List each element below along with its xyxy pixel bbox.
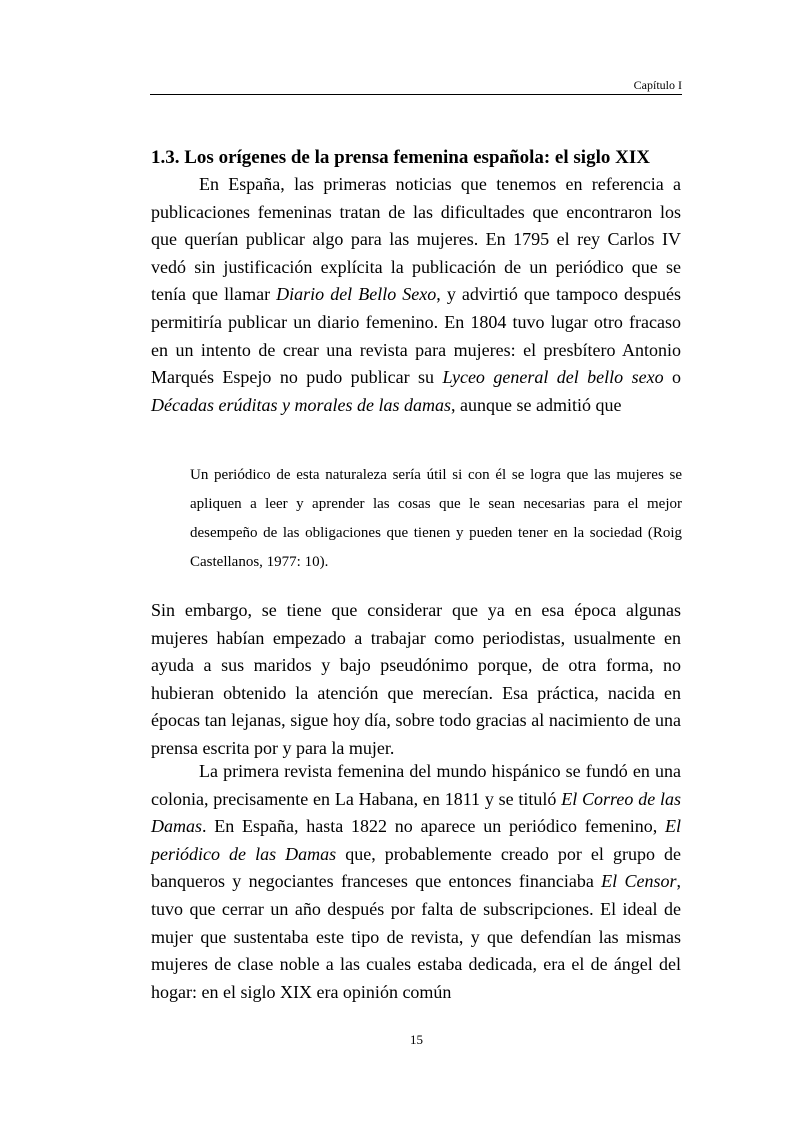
page-number: 15 [410,1032,423,1047]
paragraph-1-text-4: , aunque se admitió que [450,394,622,415]
paragraph-3 [151,758,681,1006]
paragraph-3-title-1: El Correo de las Damas [151,788,681,837]
paragraph-3-text-1: La primera revista femenina del mundo hispánico se fundó en una colonia, precisamente en La Habana, en 1811 y se tituló [151,761,681,809]
paragraph-1-title-2: Lyceo general del bello sexo [442,367,664,388]
running-head: Capítulo I [633,78,682,92]
paragraph-3-title-3: El Censor [601,871,677,892]
paragraph-1-title-3: Décadas erúditas y morales de las damas [151,394,451,415]
header-rule [150,94,682,95]
paragraph-1-title-1: Diario del Bello Sexo [276,284,437,305]
block-quote: Un periódico de esta naturaleza sería útil si con él se logra que las mujeres se apliquen a leer y aprender las cosas que le sean necesarias para el mejor desempeño de las obligaciones que tienen y pueden tener en la sociedad (Roig Castellanos, 1977: 10). [190,467,682,570]
paragraph-3-text-4: , tuvo que cerrar un año después por falta de subscripciones. El ideal de mujer que sustentaba este tipo de revista, y que defendían las mismas mujeres de clase noble a las cuales estaba dedicada, era el de ángel del hogar: en el siglo XIX era opinión común [151,871,681,1002]
paragraph-1 [151,171,681,419]
paragraph-3-title-2: El periódico de las Damas [151,816,681,864]
paragraph-1-text-3: o [663,367,681,388]
paragraph-3-text-3: que, probablemente creado por el grupo de banqueros y negociantes franceses que entonces financiaba [151,843,682,892]
paragraph-1-text-2: , y advirtió que tampoco después permitiría publicar un diario femenino. En 1804 tuvo lugar otro fracaso en un intento de crear una revista para mujeres: el presbítero Antonio Marqués Espejo no pudo publicar su [151,284,681,388]
paragraph-2: Sin embargo, se tiene que considerar que ya en esa época algunas mujeres habían empezado a trabajar como periodistas, usualmente en ayuda a sus maridos y bajo pseudónimo porque, de otra forma, no hubieran obtenido la atención que merecían. Esa práctica, nacida en épocas tan lejanas, sigue hoy día, sobre todo gracias al nacimiento de una prensa escrita por y para la mujer. [151,600,681,758]
section-heading: 1.3. Los orígenes de la prensa femenina española: el siglo XIX [151,147,650,168]
paragraph-1-text-1: En España, las primeras noticias que tenemos en referencia a publicaciones femeninas tratan de las dificultades que encontraron los que querían publicar algo para las mujeres. En 1795 el rey Carlos IV vedó sin justificación explícita la publicación de un periódico que se tenía que llamar [151,174,681,305]
paragraph-3-text-2: . En España, hasta 1822 no aparece un periódico femenino, [202,816,665,837]
